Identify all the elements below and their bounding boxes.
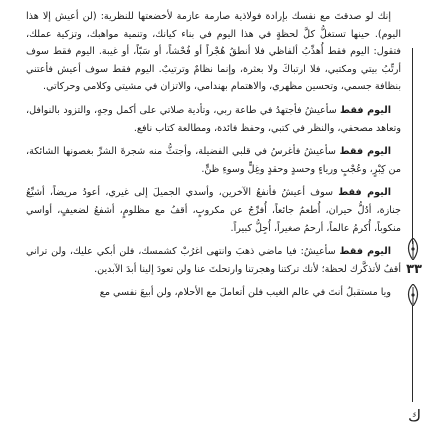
paragraph-5 [26, 243, 401, 278]
paragraph-text: سأعيشُ: فيا ماضي ذهبَ وانتهى اغرُبْ كشمسك، فلن أبكي عليك، ولن تراني أقفُ لأتذكَّرك لحظة؛ لأنك تركتنا وهجرتنا وارتحلتَ عنا ولن تعودَ إلينا أبدَ الآبدين. [26, 246, 401, 275]
paragraph-1 [26, 8, 401, 96]
leaf-ornament-icon [404, 238, 422, 260]
paragraph-text: ويا مستقبلُ أنتَ في عالم الغيب فلن أتعاملَ مع الأحلام، ولن أبيعَ نفسي مع [99, 287, 391, 299]
paragraph-text: إنك لو صدقتَ مع نفسك بإرادة فولاذية صارمة عازمة لأخضعتها للنظرية: (لن أعيش إلا هذا اليوم). حينها تستغلُّ كلَّ لحظةٍ في هذا اليوم في بناء كيانك، وتنمية مواهبك، وتزكية عملك، فتقول: اليوم فقط أُهذِّبُ ألفاظي فلا أنطقُ هُجْراً أو فُحْشاً، أو سَبّاً، أو غيبة. اليوم فقط سوف أرتِّبُ بيتي ومكتبي، فلا ارتباكَ ولا بعثرة، وإنما نظامٌ وترتيبٌ. اليوم فقط سوف أعيش فأعتني بنظافة جسمي، وتحسين مظهري، والاهتمام بهندامي، والاتزان في مشيتي وكلامي وحركاتي. [26, 11, 401, 93]
paragraph-text: سأعيشُ فأجتهدُ في طاعة ربي، وتأدية صلاتي على أكمل وجهٍ، والتزود بالنوافل، وتعاهد مصحفي، والنظر في كتبي، وحفظ فائدة، ومطالعة كتاب نافع. [26, 104, 401, 134]
paragraph-lead: اليوم فقط [339, 146, 392, 158]
paragraph-lead: اليوم فقط [338, 187, 391, 199]
paragraph-4 [26, 184, 401, 237]
paragraph-lead: اليوم فقط [339, 246, 392, 258]
corner-flourish-icon: ك [408, 406, 422, 425]
leaf-ornament-icon [404, 284, 422, 306]
paragraph-text: سوف أعيشُ فأنفعُ الآخرين، وأسدي الجميلَ إلى غيري، أعودُ مريضاً، أشيِّعُ جنازة، أدُلُّ حيران، أُطعمُ جائعاً، أُفرِّجُ عن مكروبٍ، أقفُ مع مظلومٍ، أشفعُ لضعيفٍ، أواسي منكوباً، أُكرمُ عالماً، أرحمُ صغيراً، أُجِلُّ كبيراً. [26, 187, 401, 234]
paragraph-2 [26, 102, 401, 137]
text-column [26, 8, 401, 426]
page-number: ٣٣ [406, 262, 422, 277]
paragraph-lead: اليوم فقط [340, 104, 391, 116]
paragraph-3 [26, 143, 401, 178]
paragraph-text: سأعيشُ فأغرسُ في قلبي الفضيلة، وأجتثُّ منه شجرةَ الشرِّ بغصونها الشائكة، من كِبْرٍ، وعُجْبٍ ورياءٍ وحسدٍ وحقدٍ وغِلٍّ وسوءِ ظنٍّ. [26, 146, 401, 175]
margin-rule-upper [412, 48, 413, 244]
paragraph-6 [26, 284, 401, 302]
margin-rule-lower [412, 306, 413, 402]
